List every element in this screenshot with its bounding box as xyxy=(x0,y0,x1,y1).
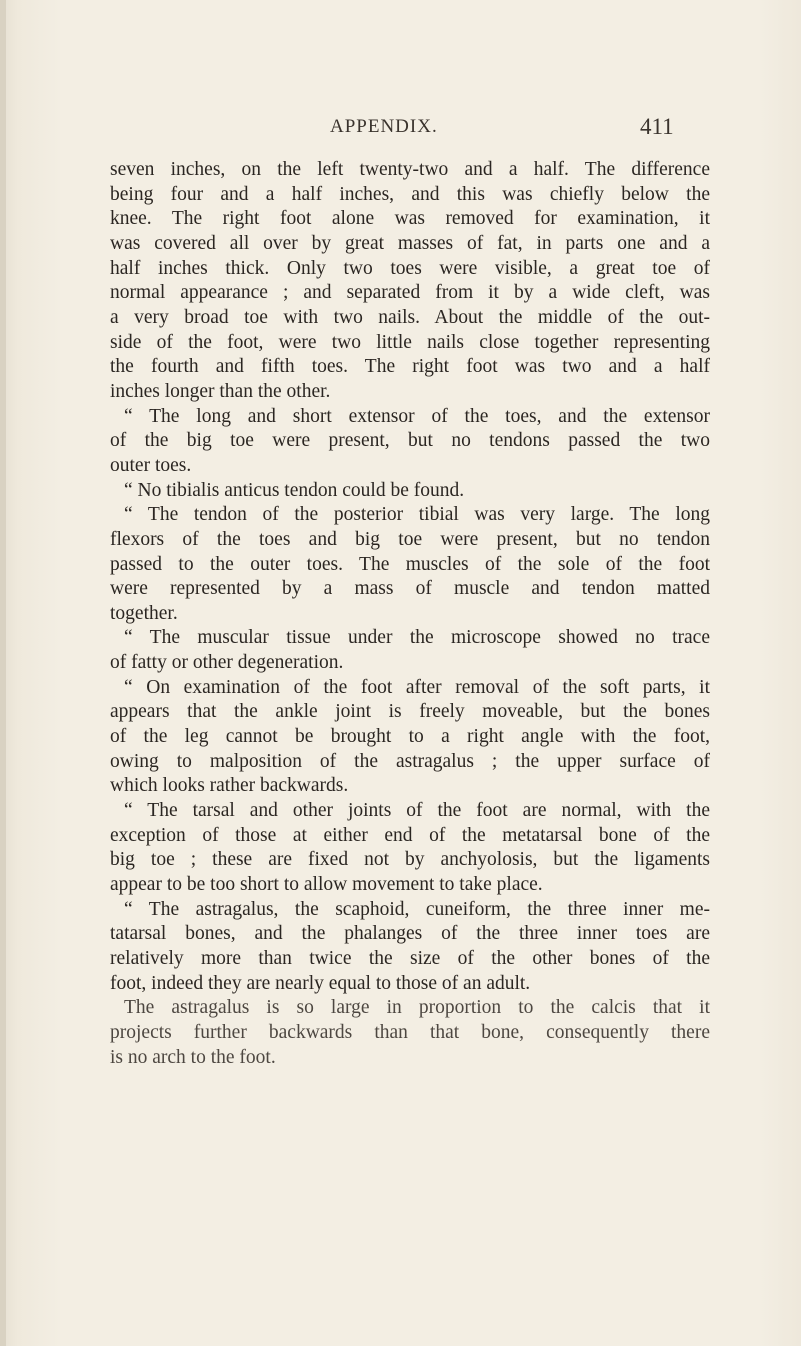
page-number: 411 xyxy=(640,114,674,139)
text-line: “ The long and short extensor of the toes, and the extensor xyxy=(124,405,710,427)
text-line: knee. The right foot alone was removed for examination, it xyxy=(110,208,710,230)
text-line: side of the foot, were two little nails close together representing xyxy=(110,331,710,353)
text-line: is no arch to the foot. xyxy=(110,1046,276,1068)
text-line: appears that the ankle joint is freely moveable, but the bones xyxy=(110,701,710,723)
running-head: APPENDIX. xyxy=(330,116,438,137)
text-line: exception of those at either end of the metatarsal bone of the xyxy=(110,824,710,846)
text-line: flexors of the toes and big toe were present, but no tendon xyxy=(110,528,710,550)
text-line: tatarsal bones, and the phalanges of the three inner toes are xyxy=(110,923,710,945)
text-line: projects further backwards than that bone, consequently there xyxy=(110,1021,710,1043)
text-line: big toe ; these are fixed not by anchyolosis, but the ligaments xyxy=(110,849,710,871)
text-line: were represented by a mass of muscle and tendon matted xyxy=(110,578,710,600)
text-line: “ On examination of the foot after removal of the soft parts, it xyxy=(124,676,710,698)
text-line: which looks rather backwards. xyxy=(110,775,349,797)
text-line: a very broad toe with two nails. About the middle of the out- xyxy=(110,306,710,328)
text-line: half inches thick. Only two toes were visible, a great toe of xyxy=(110,257,710,279)
text-line: passed to the outer toes. The muscles of the sole of the foot xyxy=(110,553,710,575)
text-line: seven inches, on the left twenty-two and a half. The difference xyxy=(110,159,710,180)
text-line: of the big toe were present, but no tendons passed the two xyxy=(110,430,710,452)
text-line: “ The tarsal and other joints of the foot are normal, with the xyxy=(124,800,710,822)
text-line: being four and a half inches, and this was chiefly below the xyxy=(110,183,710,205)
text-line: The astragalus is so large in proportion to the calcis that it xyxy=(124,997,710,1019)
text-line: owing to malposition of the astragalus ; the upper surface of xyxy=(110,750,710,772)
page-gutter-edge xyxy=(0,0,6,1346)
body-text xyxy=(110,158,710,1070)
text-line: was covered all over by great masses of fat, in parts one and a xyxy=(110,232,710,254)
page-header xyxy=(0,116,801,146)
text-line: of fatty or other degeneration. xyxy=(110,652,344,674)
text-line: of the leg cannot be brought to a right angle with the foot, xyxy=(110,726,710,748)
text-line: “ The astragalus, the scaphoid, cuneiform, the three inner me- xyxy=(124,898,710,920)
text-line: “ No tibialis anticus tendon could be found. xyxy=(124,479,465,501)
text-line: outer toes. xyxy=(110,454,192,476)
text-line: appear to be too short to allow movement to take place. xyxy=(110,874,543,896)
text-line: “ The muscular tissue under the microscope showed no trace xyxy=(124,627,710,649)
text-line: the fourth and fifth toes. The right foot was two and a half xyxy=(110,356,710,378)
text-line: together. xyxy=(110,602,178,624)
text-line: “ The tendon of the posterior tibial was very large. The long xyxy=(124,504,710,526)
text-line: relatively more than twice the size of the other bones of the xyxy=(110,948,710,969)
text-line: inches longer than the other. xyxy=(110,380,331,402)
text-line: foot, indeed they are nearly equal to those of an adult. xyxy=(110,972,531,994)
text-line: normal appearance ; and separated from it by a wide cleft, was xyxy=(110,282,710,304)
